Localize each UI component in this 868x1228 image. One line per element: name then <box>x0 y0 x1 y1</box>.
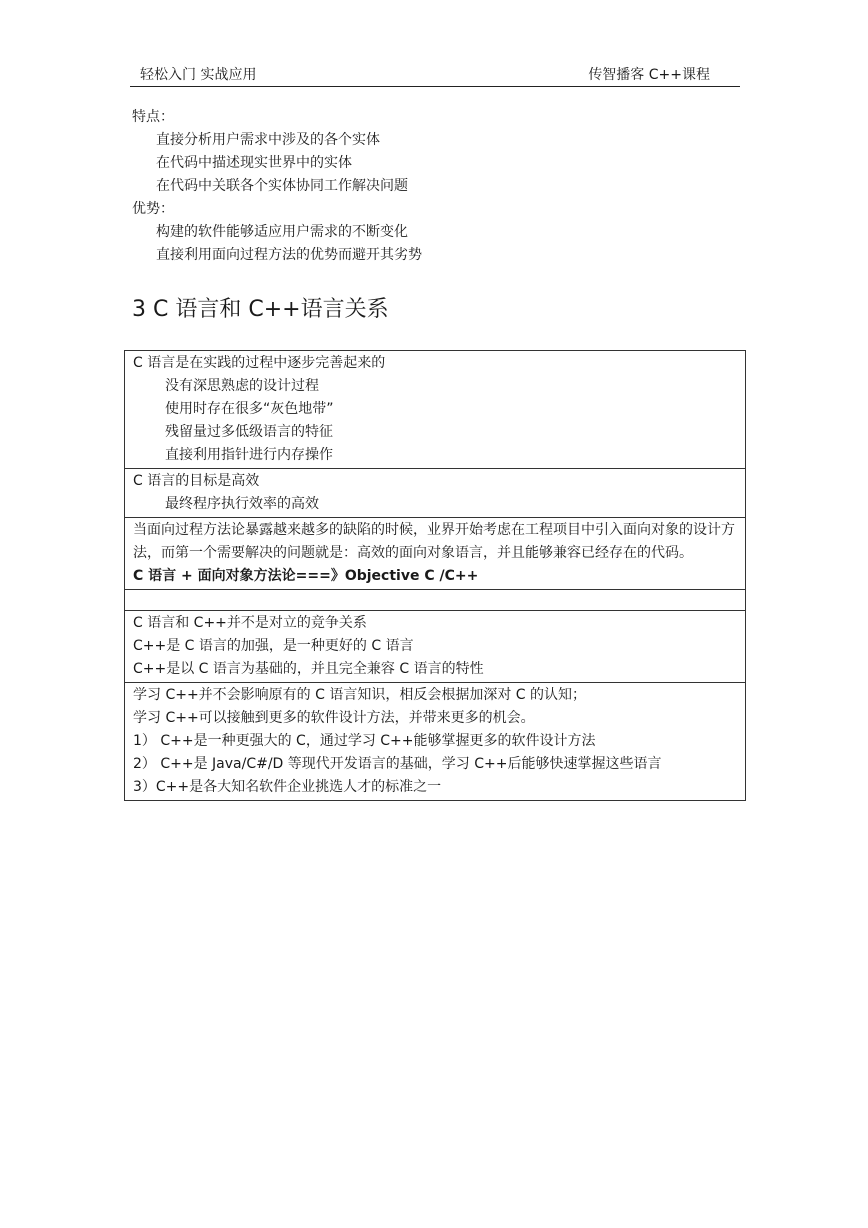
table-cell <box>125 351 746 469</box>
row-paragraph: 当面向过程方法论暴露越来越多的缺陷的时候，业界开始考虑在工程项目中引入面向对象的设计方法，而第一个需要解决的问题就是：高效的面向对象语言，并且能够兼容已经存在的代码。 <box>133 522 735 561</box>
header-left-text: 轻松入门 实战应用 <box>140 67 257 83</box>
table-row <box>125 590 746 611</box>
table-cell <box>125 611 746 683</box>
header-right-text: 传智播客 C++课程 <box>588 67 710 83</box>
feature-item: 在代码中关联各个实体协同工作解决问题 <box>156 178 408 194</box>
content-table <box>124 350 746 801</box>
advantages-title: 优势： <box>132 201 174 217</box>
table-cell <box>125 518 746 590</box>
feature-item: 直接分析用户需求中涉及的各个实体 <box>156 132 380 148</box>
row-item: 没有深思熟虑的设计过程 <box>165 378 319 394</box>
feature-item: 在代码中描述现实世界中的实体 <box>156 155 352 171</box>
row-line: C++是 C 语言的加强，是一种更好的 C 语言 <box>133 638 414 654</box>
row-line: 1） C++是一种更强大的 C，通过学习 C++能够掌握更多的软件设计方法 <box>133 733 596 749</box>
row-line: 2） C++是 Java/C#/D 等现代开发语言的基础，学习 C++后能够快速掌握这些语言 <box>133 756 662 772</box>
row-lead-text: C 语言的目标是高效 <box>133 473 260 489</box>
advantage-item: 构建的软件能够适应用户需求的不断变化 <box>156 224 408 240</box>
row-item: 直接利用指针进行内存操作 <box>165 447 333 463</box>
row-line: 3）C++是各大知名软件企业挑选人才的标准之一 <box>133 779 442 795</box>
row-formula: C 语言 + 面向对象方法论===》Objective C /C++ <box>133 568 479 584</box>
row-item: 残留量过多低级语言的特征 <box>165 424 333 440</box>
row-line: 学习 C++可以接触到更多的软件设计方法，并带来更多的机会。 <box>133 710 535 726</box>
table-row <box>125 469 746 518</box>
row-line: C++是以 C 语言为基础的，并且完全兼容 C 语言的特性 <box>133 661 484 677</box>
table-cell <box>125 683 746 801</box>
advantage-item: 直接利用面向过程方法的优势而避开其劣势 <box>156 247 422 263</box>
table-row <box>125 611 746 683</box>
page-header <box>130 60 740 87</box>
table-row <box>125 683 746 801</box>
row-item: 最终程序执行效率的高效 <box>165 496 319 512</box>
table-row <box>125 351 746 469</box>
row-item: 使用时存在很多“灰色地带” <box>165 401 334 417</box>
section-heading: 3 C 语言和 C++语言关系 <box>132 297 389 322</box>
row-line: 学习 C++并不会影响原有的 C 语言知识，相反会根据加深对 C 的认知； <box>133 687 587 703</box>
row-lead-text: C 语言是在实践的过程中逐步完善起来的 <box>133 355 386 371</box>
intro-content <box>132 106 747 325</box>
features-title: 特点： <box>132 109 174 125</box>
row-line: C 语言和 C++并不是对立的竞争关系 <box>133 615 367 631</box>
table-row <box>125 518 746 590</box>
empty-table-cell <box>125 590 746 611</box>
table-cell <box>125 469 746 518</box>
